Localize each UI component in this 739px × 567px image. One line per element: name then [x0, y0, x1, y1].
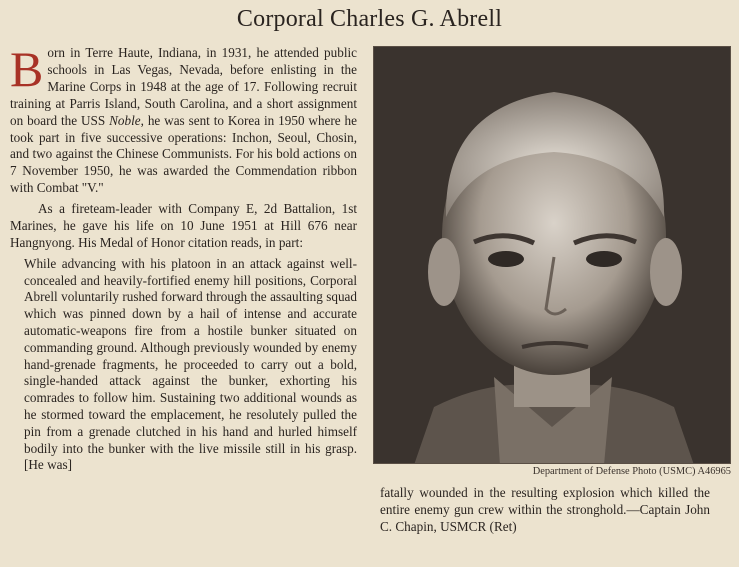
- portrait-illustration: [374, 47, 731, 464]
- page-title: Corporal Charles G. Abrell: [236, 6, 503, 32]
- drop-cap: B: [10, 41, 44, 97]
- left-column: [10, 41, 357, 478]
- portrait-photo: [373, 46, 731, 464]
- paragraph-intro: [10, 41, 357, 197]
- intro-text: orn in Terre Haute, Indiana, in 1931, he attended public schools in Las Vegas, Nevada, before enlisting in the Marine Corps in 1948 at the age of 17. Following recruit training at Parris Island, South Carolina, and a short assignment on board the USS: [10, 45, 357, 128]
- citation-quote-end: fatally wounded in the resulting explosion which killed the entire enemy gun crew within the stronghold.—Captain John C. Chapin, USMCR (Ret): [380, 485, 710, 534]
- photo-caption: Department of Defense Photo (USMC) A46965: [532, 466, 731, 477]
- intro-text-end: , he was sent to Korea in 1950 where he took part in five successive operations: Inchon, Seoul, Chosin, and two against the Chinese Communists. For his bold actions on 7 November 1950, he was awarded the Commendation ribbon with Combat "V.": [10, 112, 357, 196]
- ship-name: Noble: [109, 112, 141, 128]
- citation-quote: While advancing with his platoon in an attack against well-concealed and heavily-fortified enemy hill positions, Corporal Abrell voluntarily rushed forward through the assaulting squad which was pinned down by a hail of intense and accurate automatic-weapons fire from a hostile bunker situated on commanding ground. Although previously wounded by enemy hand-grenade fragments, he proceeded to carry out a bold, single-handed attack against the bunker, exhorting his comrades to follow him. Sustaining two additional wounds as he stormed toward the emplacement, he resolutely pulled the pin from a grenade clutched in his hand and hurled himself bodily into the bunker with the live missile still in his grasp. [He was]: [24, 255, 357, 473]
- paragraph-service: As a fireteam-leader with Company E, 2d Battalion, 1st Marines, he gave his life on 10 June 1951 at Hill 676 near Hangnyong. His Medal of Honor citation reads, in part:: [10, 201, 357, 250]
